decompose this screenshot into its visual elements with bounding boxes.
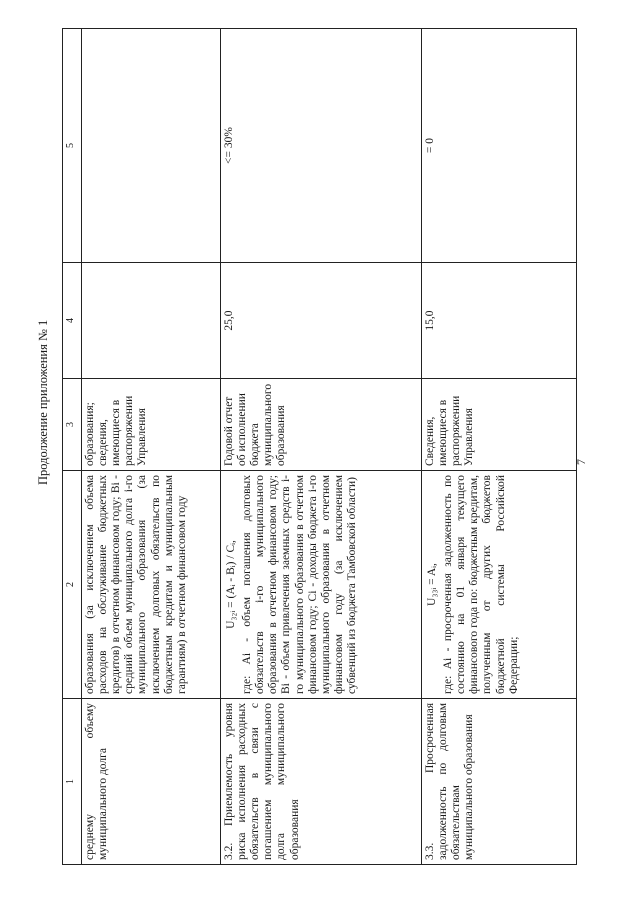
- value-cell: 25,0: [221, 263, 422, 379]
- description-text: образования (за исключением объема расходов на обслуживание бюджетных кредитов) в отчетном финансовом году; Bi - средний объем муниципального долга i-го муниципального образования (за исключением долговых обязательств по бюджетным кредитам и муниципальным гарантиям) в отчетном финансовом году: [84, 475, 188, 694]
- indicator-cell: 3.3. Просроченная задолженность по долговым обязательствам муниципального образования: [422, 699, 577, 865]
- description-text: где: Ai - объем погашения долговых обязательств i-го муниципального образования в отчетном финансовом году; Bi - объем привлечения заемных средств i-го муниципального образования в отчетном финансовом году; Ci - доходы бюджета i-го муниципального образования в отчетном финансовом году (за исключением субвенций из бюджета Тамбовской области): [241, 475, 358, 694]
- indicator-cell: среднему объему муниципального долга: [82, 699, 221, 865]
- column-number: 3: [63, 379, 82, 471]
- threshold-cell: <= 30%: [221, 29, 422, 263]
- source-cell: образования; сведения, имеющиеся в распоряжении Управления: [82, 379, 221, 471]
- column-number-row: [63, 29, 82, 865]
- table-row: [82, 29, 221, 865]
- column-number: 1: [63, 699, 82, 865]
- value-cell: [82, 263, 221, 379]
- source-cell: Годовой отчет об исполнении бюджета муниципального образования: [221, 379, 422, 471]
- description-cell: [82, 471, 221, 699]
- indicators-table: [62, 28, 577, 865]
- description-cell: [221, 471, 422, 699]
- column-number: 5: [63, 29, 82, 263]
- formula: U₃₃ᵢ = Aᵢ,: [426, 563, 438, 606]
- threshold-cell: = 0: [422, 29, 577, 263]
- table-row: [221, 29, 422, 865]
- column-number: 4: [63, 263, 82, 379]
- column-number: 2: [63, 471, 82, 699]
- description-text: где: Ai - просроченная задолженность по состоянию на 01 января текущего финансового года по: бюджетным кредитам, полученным от других бюджетов бюджетной системы Российской Федерации;: [442, 475, 520, 694]
- indicator-cell: 3.2. Приемлемость уровня риска исполнения расходных обязательств в связи с погашением муниципального долга муниципального образования: [221, 699, 422, 865]
- table-row: [422, 29, 577, 865]
- threshold-cell: [82, 29, 221, 263]
- value-cell: 15,0: [422, 263, 577, 379]
- page-number: 7: [574, 459, 588, 465]
- source-cell: Сведения, имеющиеся в распоряжении Управления: [422, 379, 577, 471]
- formula: U₃₂ᵢ = (Aᵢ - Bᵢ) / Cᵢ,: [225, 540, 237, 629]
- appendix-caption: Продолжение приложения № 1: [36, 319, 50, 485]
- description-cell: [422, 471, 577, 699]
